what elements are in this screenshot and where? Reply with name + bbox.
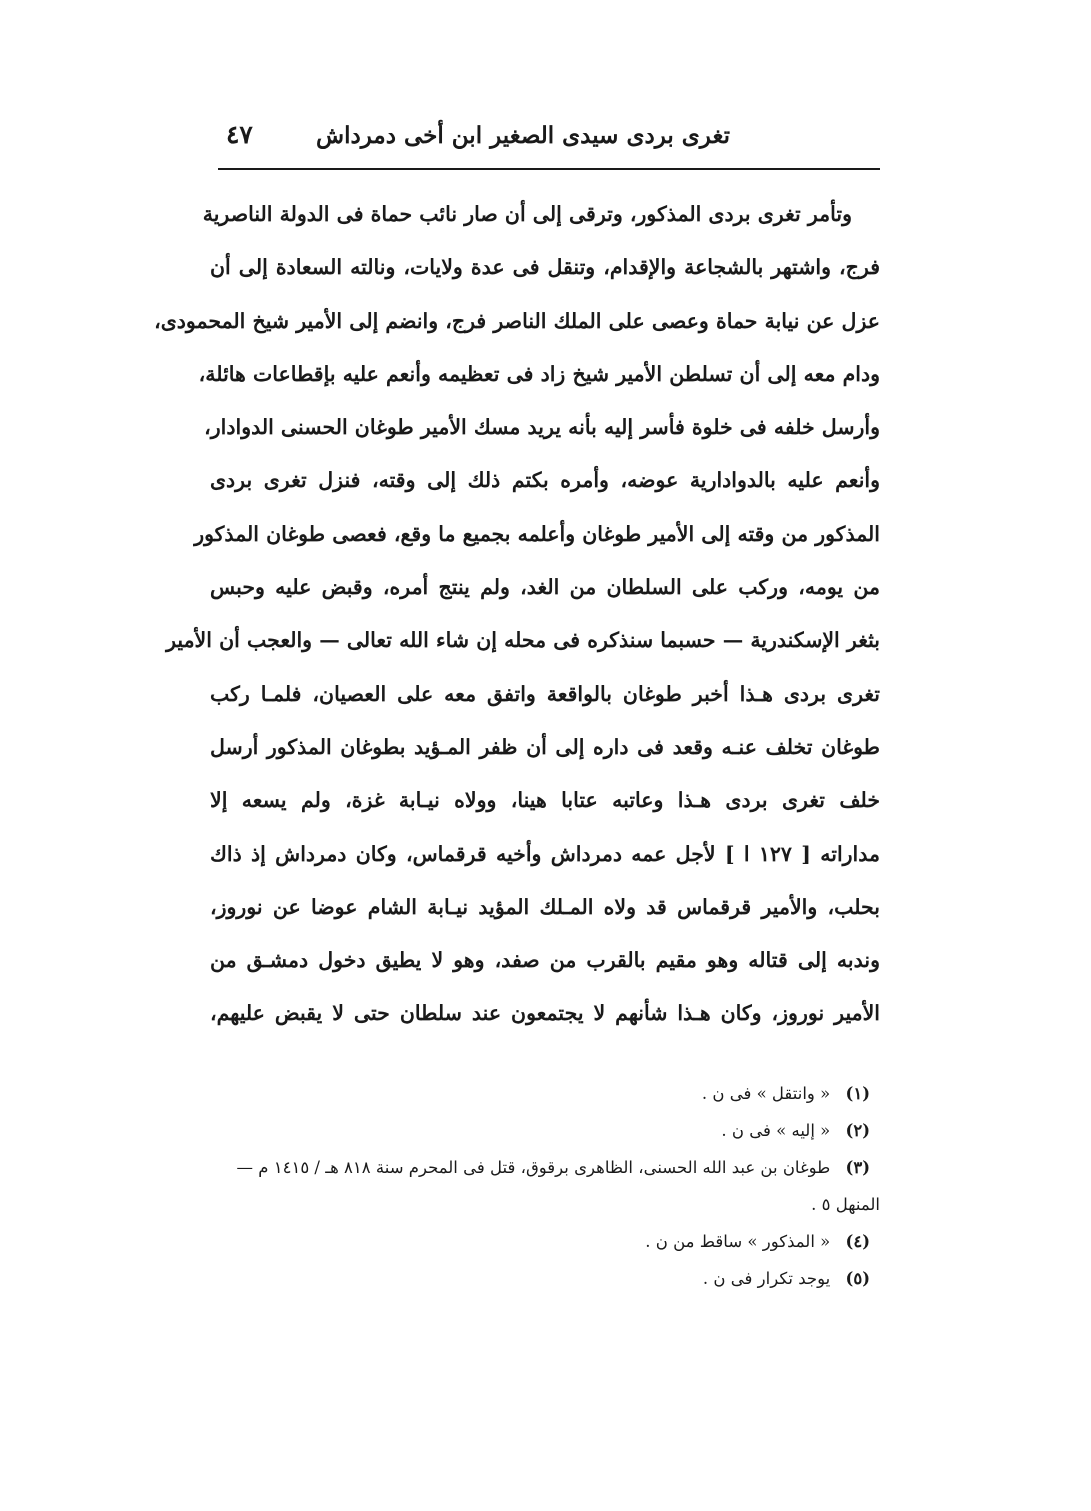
footnote-3-continuation: المنهل ٥ . [811, 1195, 880, 1214]
footnote-1 [218, 1075, 880, 1112]
footnote-2 [218, 1112, 880, 1149]
text-line: ودام معه إلى أن تسلطن الأمير شيخ زاد فى تعظيمه وأنعم عليه بإقطاعات هائلة، [198, 361, 880, 386]
running-title: تغرى بردى سيدى الصغير ابن أخى دمرداش [316, 122, 730, 149]
footnote-number: (٥) [845, 1269, 870, 1288]
text-line: الأمير نوروز، وكان هـذا شأنهم لا يجتمعون عند سلطان حتى لا يقبض عليهم، [210, 1001, 880, 1026]
text-line: وتأمر تغرى بردى المذكور، وترقى إلى أن صار نائب حماة فى الدولة الناصرية [202, 202, 852, 226]
text-line: وأرسل خلفه فى خلوة فأسر إليه بأنه يريد مسك الأمير طوغان الحسنى الدوادار، [204, 415, 880, 440]
text-line: بحلب، والأمير قرقماس قد ولاه المـلك المؤيد نيـابة الشام عوضا عن نوروز، [210, 894, 880, 919]
footnotes [218, 1075, 880, 1297]
footnote-text: طوغان بن عبد الله الحسنى، الظاهرى برقوق، قتل فى المحرم سنة ٨١٨ هـ / ١٤١٥ م — [236, 1158, 831, 1177]
footnote-3 [218, 1149, 880, 1186]
footnote-text: يوجد تكرار فى ن . [702, 1269, 831, 1288]
footnote-text: « المذكور » ساقط من ن . [645, 1232, 831, 1251]
text-line: من يومه، وركب على السلطان من الغد، ولم ينتج أمره، وقبض عليه وحبس [210, 575, 880, 600]
main-text [154, 188, 880, 1041]
footnote-number: (٢) [845, 1121, 870, 1140]
text-line: عزل عن نيابة حماة وعصى على الملك الناصر فرج، وانضم إلى الأمير شيخ المحمودى، [154, 308, 880, 333]
footnote-number: (٤) [845, 1232, 870, 1251]
header-divider [218, 168, 880, 170]
footnote-text: « وانتقل » فى ن . [701, 1084, 831, 1103]
page-header [218, 118, 880, 166]
text-line: المذكور من وقته إلى الأمير طوغان وأعلمه بجميع ما وقع، فعصى طوغان المذكور [194, 521, 880, 546]
text-line: بثغر الإسكندرية — حسبما سنذكره فى محله إن شاء الله تعالى — والعجب أن الأمير [166, 628, 880, 653]
text-line: تغرى بردى هـذا أخبر طوغان بالواقعة واتفق معه على العصيان، فلمـا ركب [210, 681, 880, 706]
text-line: مداراته [ ١٢٧ ا ] لأجل عمه دمرداش وأخيه قرقماس، وكان دمرداش إذ ذاك [210, 841, 880, 866]
footnote-4 [218, 1223, 880, 1260]
page-number: ٤٧ [226, 120, 253, 149]
footnote-number: (١) [845, 1084, 870, 1103]
text-line: وأنعم عليه بالدوادارية عوضه، وأمره بكتم ذلك إلى وقته، فنزل تغرى بردى [210, 468, 880, 493]
text-line: طوغان تخلف عنـه وقعد فى داره إلى أن ظفر المـؤيد بطوغان المذكور أرسل [210, 734, 880, 759]
footnote-text: « إليه » فى ن . [721, 1121, 831, 1140]
text-line: وندبه إلى قتاله وهو مقيم بالقرب من صفد، وهو لا يطيق دخول دمشـق من [210, 948, 880, 973]
footnote-5 [218, 1260, 880, 1297]
footnote-number: (٣) [845, 1158, 870, 1177]
text-line: خلف تغرى بردى هـذا وعاتبه عتابا هينا، وولاه نيـابة غزة، ولم يسعه إلا [210, 788, 880, 813]
text-line: فرج، واشتهر بالشجاعة والإقدام، وتنقل فى عدة ولايات، ونالته السعادة إلى أن [210, 255, 880, 280]
